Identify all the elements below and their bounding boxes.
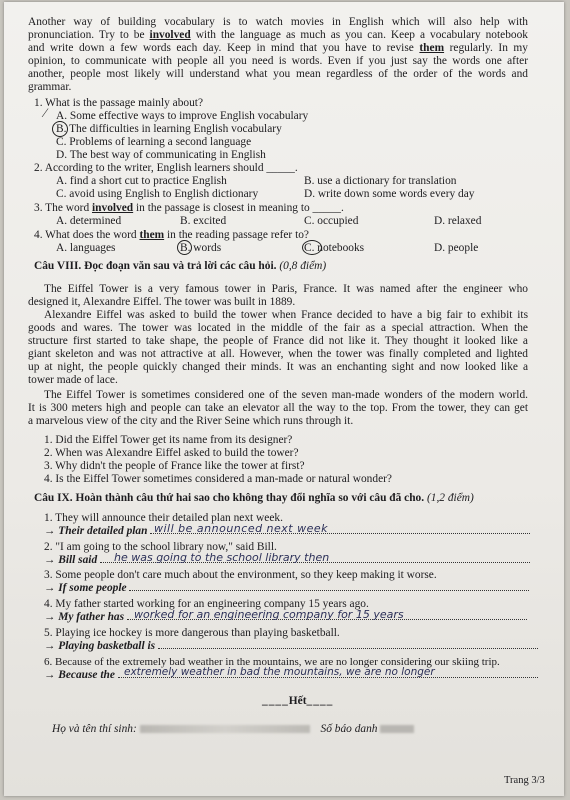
q4-option-d: D. people bbox=[434, 242, 479, 254]
q2-option-c: C. avoid using English to English dictionary bbox=[56, 188, 259, 200]
q1-option-a: A. Some effective ways to improve English vocabulary bbox=[56, 110, 309, 122]
passage-line-3: and write down a few words each day. Keep in mind that you have to revise them regularly. In my bbox=[28, 42, 528, 54]
section-9-heading: Câu IX. Hoàn thành câu thứ hai sao cho không thay đổi nghĩa so với câu đã cho. bbox=[34, 492, 425, 504]
q2-option-b: B. use a dictionary for translation bbox=[304, 175, 457, 187]
end-text: Hết bbox=[288, 695, 307, 707]
rewrite-a4-start: → My father has bbox=[44, 611, 125, 623]
rewrite-a6-start: → Because the bbox=[44, 669, 115, 681]
candidate-number-redacted bbox=[380, 725, 414, 733]
q1-stem: 1. What is the passage mainly about? bbox=[34, 97, 204, 109]
eiffel-question-4: 4. Is the Eiffel Tower sometimes considered a man-made or natural wonder? bbox=[44, 473, 392, 485]
section-8-points: (0,8 điểm) bbox=[279, 260, 327, 272]
q3-option-b: B. excited bbox=[180, 215, 227, 227]
handwriting-4: worked for an engineering company for 15 years bbox=[134, 608, 404, 621]
q3-option-a: A. determined bbox=[56, 215, 122, 227]
q4-option-a: A. languages bbox=[56, 242, 116, 254]
candidate-name-redacted bbox=[140, 725, 310, 733]
rewrite-q4: 4. My father started working for an engineering company 15 years ago. bbox=[44, 598, 369, 610]
eiffel-line-2: designed it, Alexandre Eiffel. The tower was built in 1889. bbox=[28, 296, 296, 308]
rewrite-a3-line[interactable] bbox=[129, 590, 529, 591]
eiffel-line-3: Alexandre Eiffel was asked to build the tower when France decided to have a big fair to exhibit its bbox=[44, 309, 528, 321]
candidate-name-row bbox=[52, 723, 414, 736]
passage-line-1: Another way of building vocabulary is to watch movies in English which will also help with bbox=[28, 16, 528, 28]
section-8-title bbox=[34, 260, 326, 273]
q4-stem: 4. What does the word them in the reading passage refer to? bbox=[34, 229, 309, 241]
rewrite-q6: 6. Because of the extremely bad weather in the mountains, we are no longer considering our skiing trip. bbox=[44, 656, 500, 668]
handwriting-1: will be announced next week bbox=[154, 522, 329, 535]
eiffel-line-7: up at night, the people quickly changed their minds. It was an enchanting sight and now looked like a bbox=[28, 361, 528, 373]
rewrite-a5-row bbox=[44, 640, 538, 653]
eiffel-question-1: 1. Did the Eiffel Tower get its name from its designer? bbox=[44, 434, 293, 446]
section-9-points: (1,2 điểm) bbox=[426, 492, 474, 504]
handwriting-6: extremely weather in bad the mountains, we are no longer bbox=[124, 666, 435, 678]
eiffel-line-8: tower made of lace. bbox=[28, 374, 118, 386]
q1-option-b: B. The difficulties in learning English vocabulary bbox=[56, 123, 282, 135]
eiffel-question-2: 2. When was Alexandre Eiffel asked to build the tower? bbox=[44, 447, 299, 459]
answer-circle bbox=[52, 121, 68, 137]
candidate-number-label: Số báo danh bbox=[320, 723, 378, 735]
end-marker: ____Hết____ bbox=[262, 695, 334, 707]
candidate-name-label: Họ và tên thí sinh: bbox=[52, 723, 137, 735]
answer-circle bbox=[177, 240, 192, 255]
rewrite-q2: 2. "I am going to the school library now," said Bill. bbox=[44, 541, 277, 553]
rewrite-a5-line[interactable] bbox=[158, 648, 538, 649]
rewrite-q5: 5. Playing ice hockey is more dangerous than playing basketball. bbox=[44, 627, 340, 639]
q4-option-b: B. words bbox=[180, 242, 222, 254]
eiffel-line-10: It is 300 meters high and people can take an elevator all the way to the top. From the tower, they can get bbox=[28, 402, 528, 414]
page-number: Trang 3/3 bbox=[504, 775, 545, 786]
q3-stem: 3. The word involved in the passage is closest in meaning to _____. bbox=[34, 202, 344, 214]
answer-circle bbox=[302, 240, 322, 255]
eiffel-line-1: The Eiffel Tower is a very famous tower in Paris, France. It was named after the engineer who bbox=[44, 283, 528, 295]
passage-line-5: another, people most likely will understand what you mean regardless of the order of the words and bbox=[28, 68, 528, 80]
rewrite-q1: 1. They will announce their detailed plan next week. bbox=[44, 512, 283, 524]
handwriting-2: he was going to the school library then bbox=[114, 551, 330, 564]
section-9-title bbox=[34, 492, 474, 505]
q1-option-c: C. Problems of learning a second language bbox=[56, 136, 252, 148]
rewrite-a3-start: → If some people bbox=[44, 582, 127, 594]
q1-option-d: D. The best way of communicating in English bbox=[56, 149, 266, 161]
q4-option-c: C. notebooks bbox=[304, 242, 365, 254]
passage-line-6: grammar. bbox=[28, 81, 72, 93]
q2-option-a: A. find a short cut to practice English bbox=[56, 175, 227, 187]
answer-check-mark: ⁄ bbox=[44, 105, 47, 120]
rewrite-a2-start: → Bill said bbox=[44, 554, 98, 566]
eiffel-question-3: 3. Why didn't the people of France like the tower at first? bbox=[44, 460, 305, 472]
rewrite-a3-row bbox=[44, 582, 529, 595]
rewrite-q3: 3. Some people don't care much about the environment, so they keep making it worse. bbox=[44, 569, 437, 581]
q3-option-c: C. occupied bbox=[304, 215, 359, 227]
passage-line-2: pronunciation. Try to be involved with the language as much as you can. Keep a vocabulary notebook bbox=[28, 29, 528, 41]
eiffel-line-6: giant skeleton and was not attractive at all. However, when the tower was finally completed and lighted bbox=[28, 348, 528, 360]
eiffel-line-5: structure first started to take shape, the people of France did not like it. They thought it looked like a bbox=[28, 335, 528, 347]
exam-page bbox=[4, 2, 564, 796]
q2-stem: 2. According to the writer, English learners should _____. bbox=[34, 162, 298, 174]
eiffel-line-11: a marvelous view of the city and the River Seine which runs through it. bbox=[28, 415, 354, 427]
q3-option-d: D. relaxed bbox=[434, 215, 482, 227]
eiffel-line-4: goods and wares. The tower was located in the middle of the fair as a special attraction. When the bbox=[28, 322, 528, 334]
rewrite-a1-start: → Their detailed plan bbox=[44, 525, 148, 537]
eiffel-line-9: The Eiffel Tower is sometimes considered one of the seven man-made wonders of the modern world. bbox=[44, 389, 528, 401]
passage-line-4: opinion, to communicate with people all you need is words. Even if you just say the words one after bbox=[28, 55, 528, 67]
section-8-heading: Câu VIII. Đọc đoạn văn sau và trả lời các câu hỏi. bbox=[34, 260, 277, 272]
q2-option-d: D. write down some words every day bbox=[304, 188, 475, 200]
rewrite-a5-start: → Playing basketball is bbox=[44, 640, 156, 652]
